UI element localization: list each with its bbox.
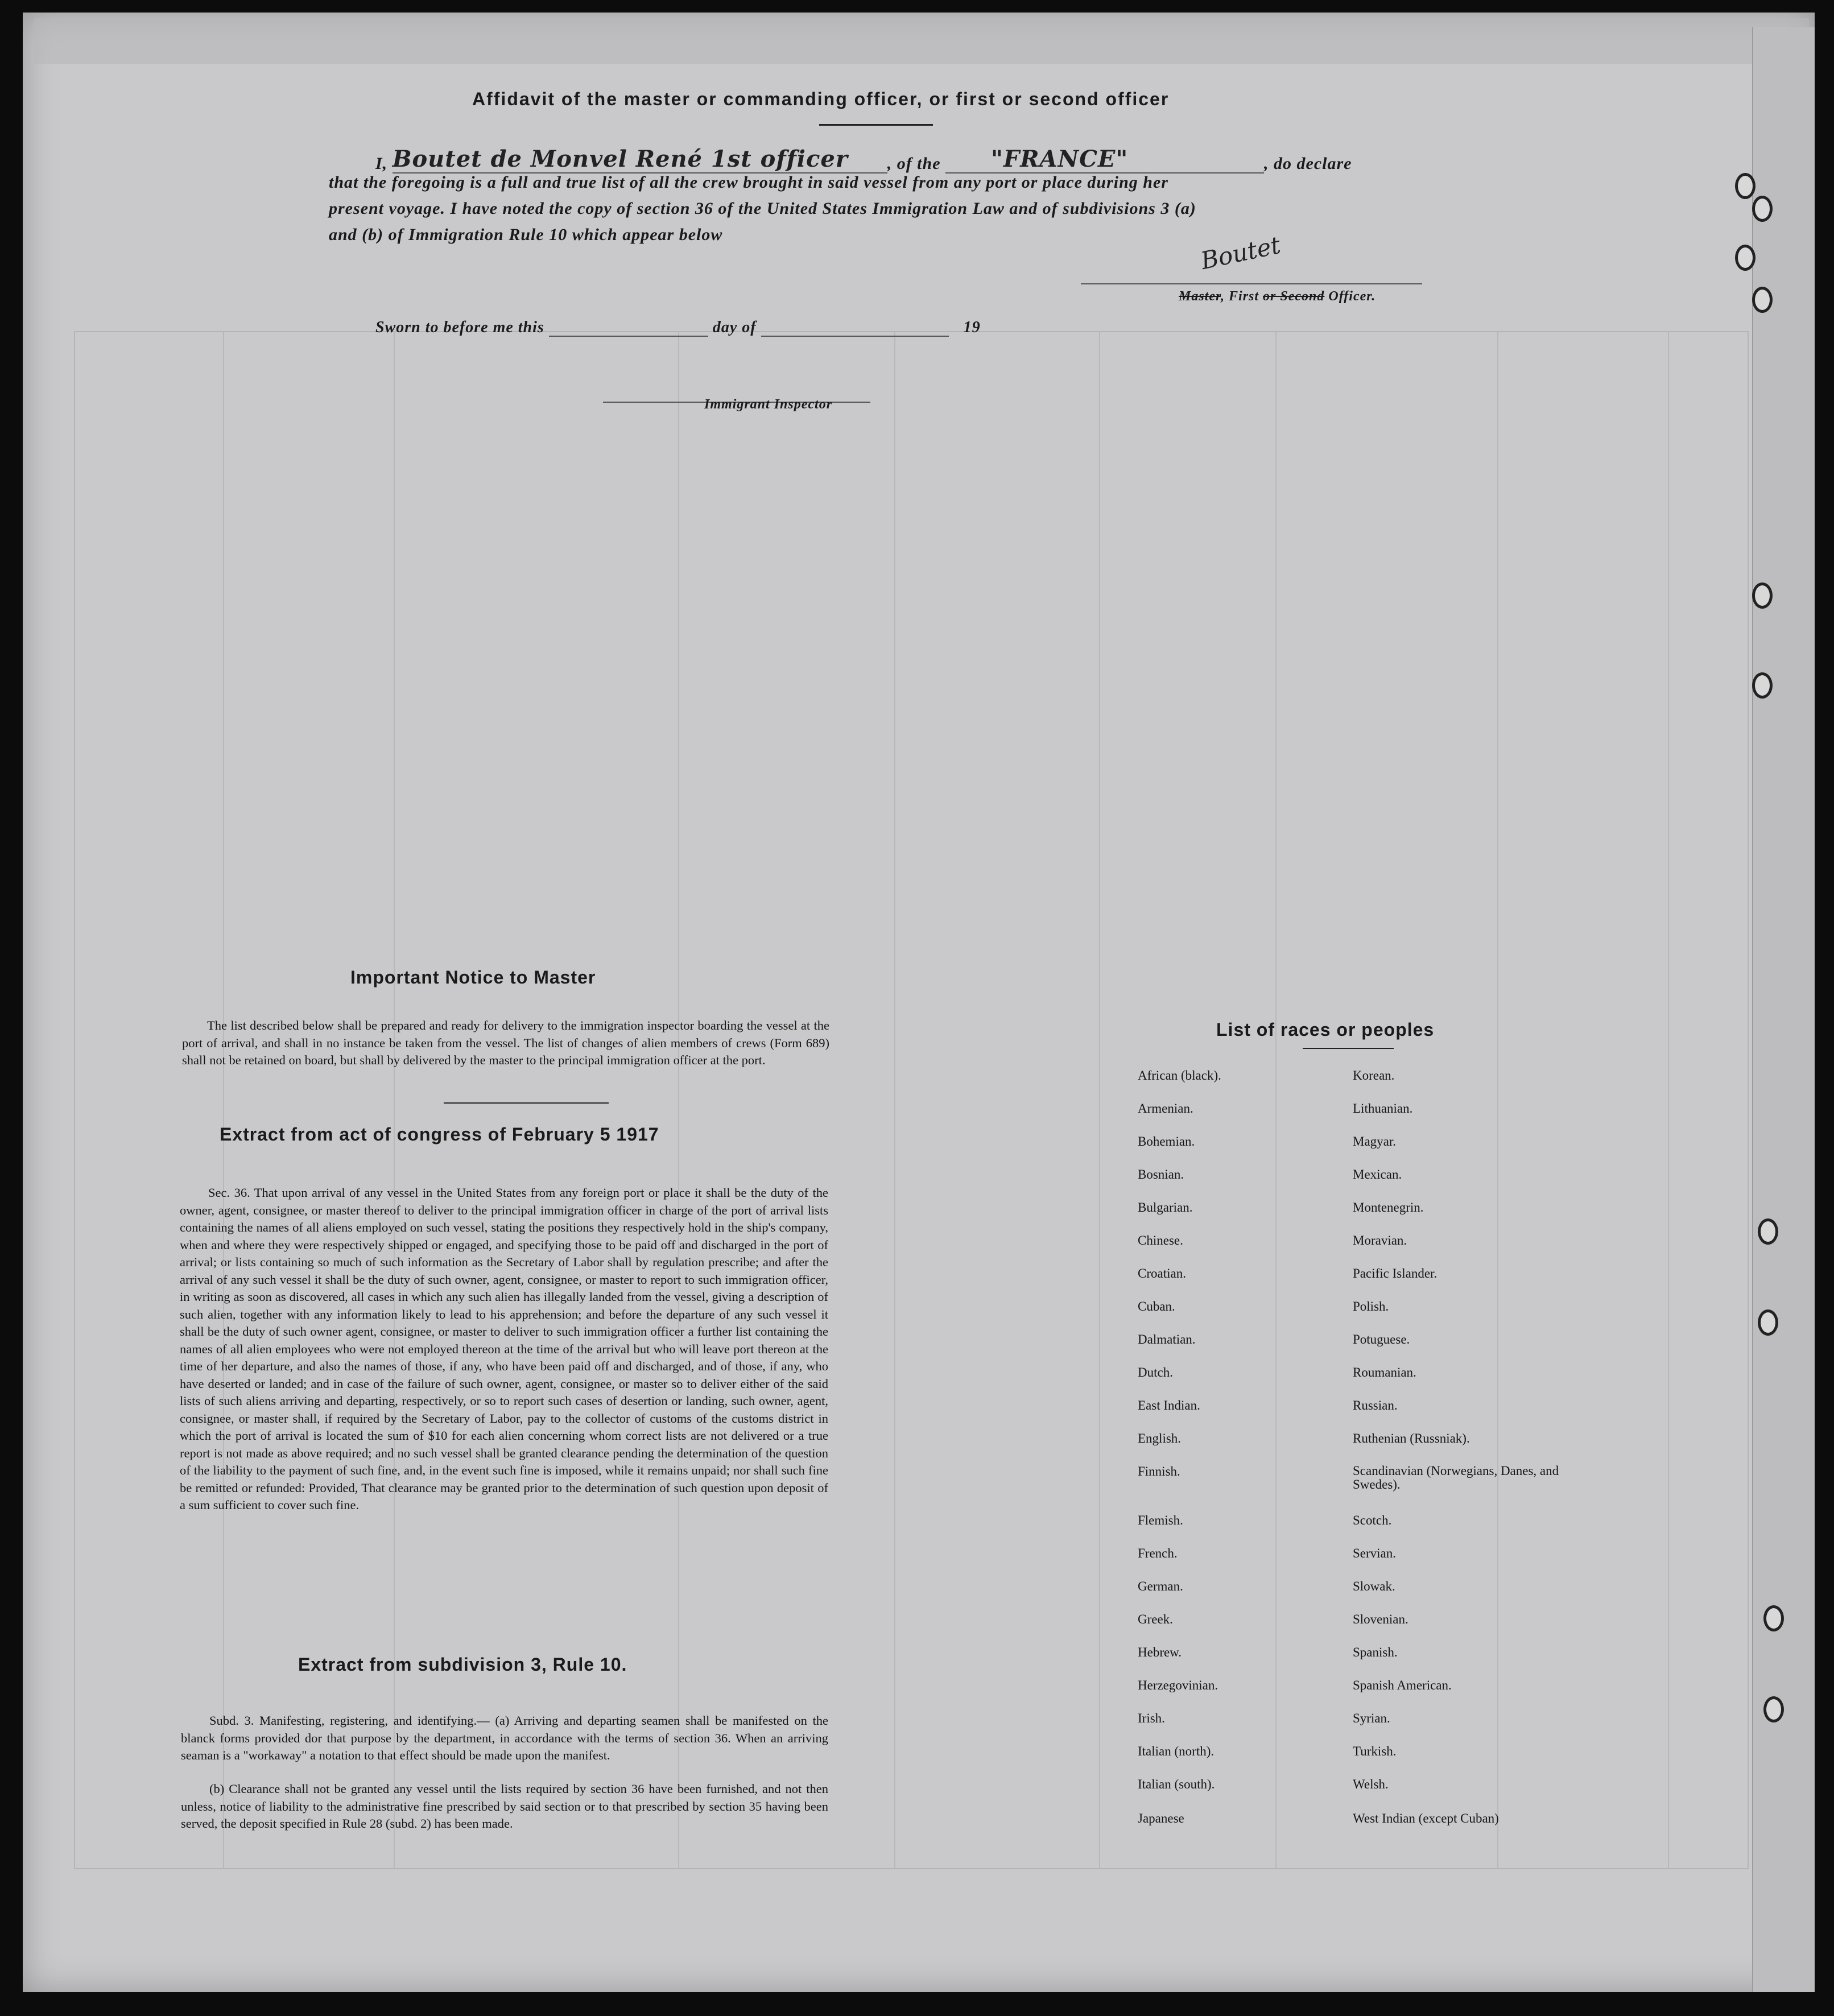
race-left-item: Greek. [1138, 1612, 1173, 1626]
sworn-prefix: Sworn to before me this [375, 319, 544, 336]
race-right-item: Slowak. [1353, 1579, 1395, 1593]
second-label: or Second [1263, 289, 1325, 304]
race-left-item: Italian (south). [1138, 1777, 1215, 1791]
signature-line [1081, 283, 1422, 284]
punch-hole-icon [1752, 196, 1773, 222]
officer-name-handwritten: Boutet de Monvel René 1st officer [392, 146, 848, 172]
punch-hole-icon [1763, 1605, 1784, 1631]
races-row [1138, 1200, 1593, 1223]
race-left-item: Japanese [1138, 1811, 1184, 1825]
race-right-item: Mexican. [1353, 1167, 1402, 1181]
sworn-year: 19 [963, 319, 981, 336]
races-title: List of races or peoples [1216, 1019, 1435, 1040]
races-row [1138, 1579, 1593, 1602]
sworn-day-of: day of [712, 319, 757, 336]
race-right-item: Slovenian. [1353, 1612, 1408, 1626]
races-row [1138, 1811, 1593, 1834]
race-left-item: Dutch. [1138, 1365, 1173, 1379]
affidavit-line-4: and (b) of Immigration Rule 10 which appear below [329, 225, 723, 244]
race-left-item: Armenian. [1138, 1101, 1193, 1116]
races-row [1138, 1068, 1593, 1091]
races-row [1138, 1645, 1593, 1668]
race-left-item: African (black). [1138, 1068, 1221, 1083]
races-row [1138, 1332, 1593, 1355]
punch-hole-icon [1752, 672, 1773, 699]
races-row [1138, 1398, 1593, 1421]
race-right-item: Potuguese. [1353, 1332, 1410, 1346]
races-row [1138, 1299, 1593, 1322]
race-right-item: Welsh. [1353, 1777, 1389, 1791]
extract-rule-para-b: (b) Clearance shall not be granted any vessel until the lists required by section 36 have been furnished, and not then unless, notice of liability to the administrative fine prescribed by said section or to that prescribed by section 35 having been served, the deposit specified in Rule 28 (subd. 2) has been made. [181, 1782, 828, 1831]
affidavit-line-2: that the foregoing is a full and true list of all the crew brought in said vessel from any port or place during her [329, 173, 1168, 192]
race-right-item: Russian. [1353, 1398, 1398, 1412]
races-row [1138, 1464, 1593, 1492]
race-left-item: Finnish. [1138, 1464, 1180, 1478]
sworn-line [375, 319, 981, 337]
notice-rule [444, 1102, 609, 1104]
extract-rule-para-a: Subd. 3. Manifesting, registering, and identifying.— (a) Arriving and departing seamen shall be manifested on the blanck forms provided dor that purpose by the department, in accordance with the terms of section 36. When an arriving seaman is a "workaway" a notation to that effect should be made upon the manifest. [181, 1713, 828, 1762]
race-left-item: East Indian. [1138, 1398, 1200, 1412]
race-left-item: Irish. [1138, 1711, 1165, 1725]
races-row [1138, 1134, 1593, 1157]
races-row [1138, 1744, 1593, 1767]
races-row [1138, 1431, 1593, 1454]
race-left-item: Cuban. [1138, 1299, 1175, 1313]
race-right-item: Syrian. [1353, 1711, 1390, 1725]
affidavit-title-rule [819, 124, 933, 126]
punch-hole-icon [1752, 287, 1773, 313]
race-left-item: Flemish. [1138, 1513, 1183, 1527]
races-row [1138, 1101, 1593, 1124]
race-right-item: Moravian. [1353, 1233, 1407, 1247]
race-left-item: Croatian. [1138, 1266, 1186, 1280]
officer-signature: Boutet [1198, 230, 1283, 275]
officer-label: Officer. [1328, 289, 1376, 304]
inspector-caption: Immigrant Inspector [704, 397, 833, 412]
races-row [1138, 1678, 1593, 1701]
race-left-item: Chinese. [1138, 1233, 1183, 1247]
race-left-item: Bosnian. [1138, 1167, 1184, 1181]
affidavit-title: Affidavit of the master or commanding officer, or first or second officer [472, 89, 1170, 109]
races-row [1138, 1777, 1593, 1800]
bleed-through-header [34, 18, 1809, 64]
master-label: Master [1179, 289, 1221, 304]
punch-hole-icon [1758, 1309, 1778, 1336]
race-left-item: Hebrew. [1138, 1645, 1182, 1659]
race-left-item: Bulgarian. [1138, 1200, 1193, 1214]
races-row [1138, 1365, 1593, 1388]
race-right-item: Polish. [1353, 1299, 1389, 1313]
race-right-item: Spanish. [1353, 1645, 1398, 1659]
sworn-month-field [761, 336, 949, 337]
race-right-item: Korean. [1353, 1068, 1395, 1083]
races-row [1138, 1233, 1593, 1256]
race-right-item: Roumanian. [1353, 1365, 1416, 1379]
race-left-item: Italian (north). [1138, 1744, 1215, 1758]
race-left-item: Bohemian. [1138, 1134, 1195, 1149]
officer-caption [1179, 289, 1376, 304]
race-right-item: Servian. [1353, 1546, 1397, 1560]
notice-title: Important Notice to Master [350, 967, 596, 988]
extract-act-text: Sec. 36. That upon arrival of any vessel in the United States from any foreign port or place it shall be the duty of the owner, agent, consignee, or master thereof to deliver to the principal immigration officer in charge of the port of arrival lists containing the names of all aliens employed on such vessel, stating the positions they respectively hold in the ship's company, when and where they were respectively shipped or engaged, and specifying those to be paid off and discharged in the port of arrival; or lists containing so much of such information as the Secretary of Labor shall by regulation prescribe; and after the arrival of any such vessel it shall be the duty of such owner, agent, consignee, or master to report to such immigration officer, in writing as soon as discovered, all cases in which any such alien has illegally landed from the vessel, giving a description of such alien, together with any information likely to lead to his apprehension; and before the departure of any such vessel it shall be the duty of such owner agent, consignee, or master to deliver to such immigration officer a further list containing the names of all alien employees who were not employed thereon at the time of the arrival but who will leave port thereon at the time of her departure, and also the names of those, if any, who have been paid off and discharged, and of those, if any, who have deserted or landed; and in case of the failure of such owner, agent, consignee, or master so to deliver either of the said lists of such aliens arriving and departing, respectively, or so to report such cases of desertion or landing, such owner, agent, consignee, or master shall, if required by the Secretary of Labor, pay to the collector of customs of the customs district in which the port of arrival is located the sum of $10 for each alien concerning whom correct lists are not delivered or a true report is not made as above required; and no such vessel shall be granted clearance pending the determination of the question of the liability to the payment of such fine, and, in the event such fine is imposed, while it remains unpaid; nor shall such fine be remitted or refunded: Provided, That clearance may be granted prior to the determination of such question upon deposit of a sum sufficient to cover such fine. [180, 1185, 828, 1512]
race-right-item: Scotch. [1353, 1513, 1392, 1527]
underlying-page-edge [1752, 27, 1815, 1992]
race-right-item: Spanish American. [1353, 1678, 1452, 1692]
punch-hole-icon [1752, 583, 1773, 609]
race-left-item: German. [1138, 1579, 1183, 1593]
races-row [1138, 1546, 1593, 1569]
race-right-item: Turkish. [1353, 1744, 1397, 1758]
race-left-item: English. [1138, 1431, 1182, 1445]
races-row [1138, 1711, 1593, 1734]
punch-hole-icon [1763, 1696, 1784, 1722]
race-left-item: Herzegovinian. [1138, 1678, 1218, 1692]
race-right-item: West Indian (except Cuban) [1353, 1811, 1499, 1825]
races-row [1138, 1612, 1593, 1635]
notice-text: The list described below shall be prepared and ready for delivery to the immigration inspector boarding the vessel at the port of arrival, and shall in no instance be taken from the vessel. The list of changes of alien members of crews (Form 689) shall not be retained on board, but shall by delivered by the master to the principal immigration officer at the port. [182, 1018, 829, 1067]
vessel-name-handwritten: "FRANCE" [991, 146, 1129, 172]
officer-name-field [393, 146, 887, 173]
affidavit-of-the: , of the [887, 154, 941, 173]
race-right-item: Magyar. [1353, 1134, 1397, 1149]
extract-act-title: Extract from act of congress of February 5 1917 [220, 1124, 659, 1145]
affidavit-prefix: I, [375, 154, 388, 173]
race-right-item: Ruthenian (Russniak). [1353, 1431, 1470, 1445]
race-left-item: French. [1138, 1546, 1178, 1560]
races-row [1138, 1513, 1593, 1536]
race-right-item: Montenegrin. [1353, 1200, 1424, 1214]
vessel-name-field [945, 146, 1264, 173]
races-list [1138, 1068, 1621, 1831]
sworn-day-field [549, 336, 708, 337]
extract-rule-title: Extract from subdivision 3, Rule 10. [298, 1654, 627, 1675]
race-right-item: Lithuanian. [1353, 1101, 1413, 1116]
race-right-item: Scandinavian (Norwegians, Danes, and Swedes). [1353, 1464, 1559, 1492]
affidavit-line-1 [375, 146, 1428, 174]
punch-hole-icon [1735, 245, 1755, 271]
first-label: , First [1221, 289, 1259, 304]
races-row [1138, 1266, 1593, 1289]
affidavit-line-3: present voyage. I have noted the copy of section 36 of the United States Immigration Law and of subdivisions 3 (a) [329, 199, 1196, 218]
races-title-rule [1303, 1048, 1394, 1049]
affidavit-declare: , do declare [1264, 154, 1352, 173]
race-right-item: Pacific Islander. [1353, 1266, 1438, 1280]
punch-hole-icon [1735, 173, 1755, 199]
races-row [1138, 1167, 1593, 1190]
punch-hole-icon [1758, 1218, 1778, 1245]
race-left-item: Dalmatian. [1138, 1332, 1196, 1346]
